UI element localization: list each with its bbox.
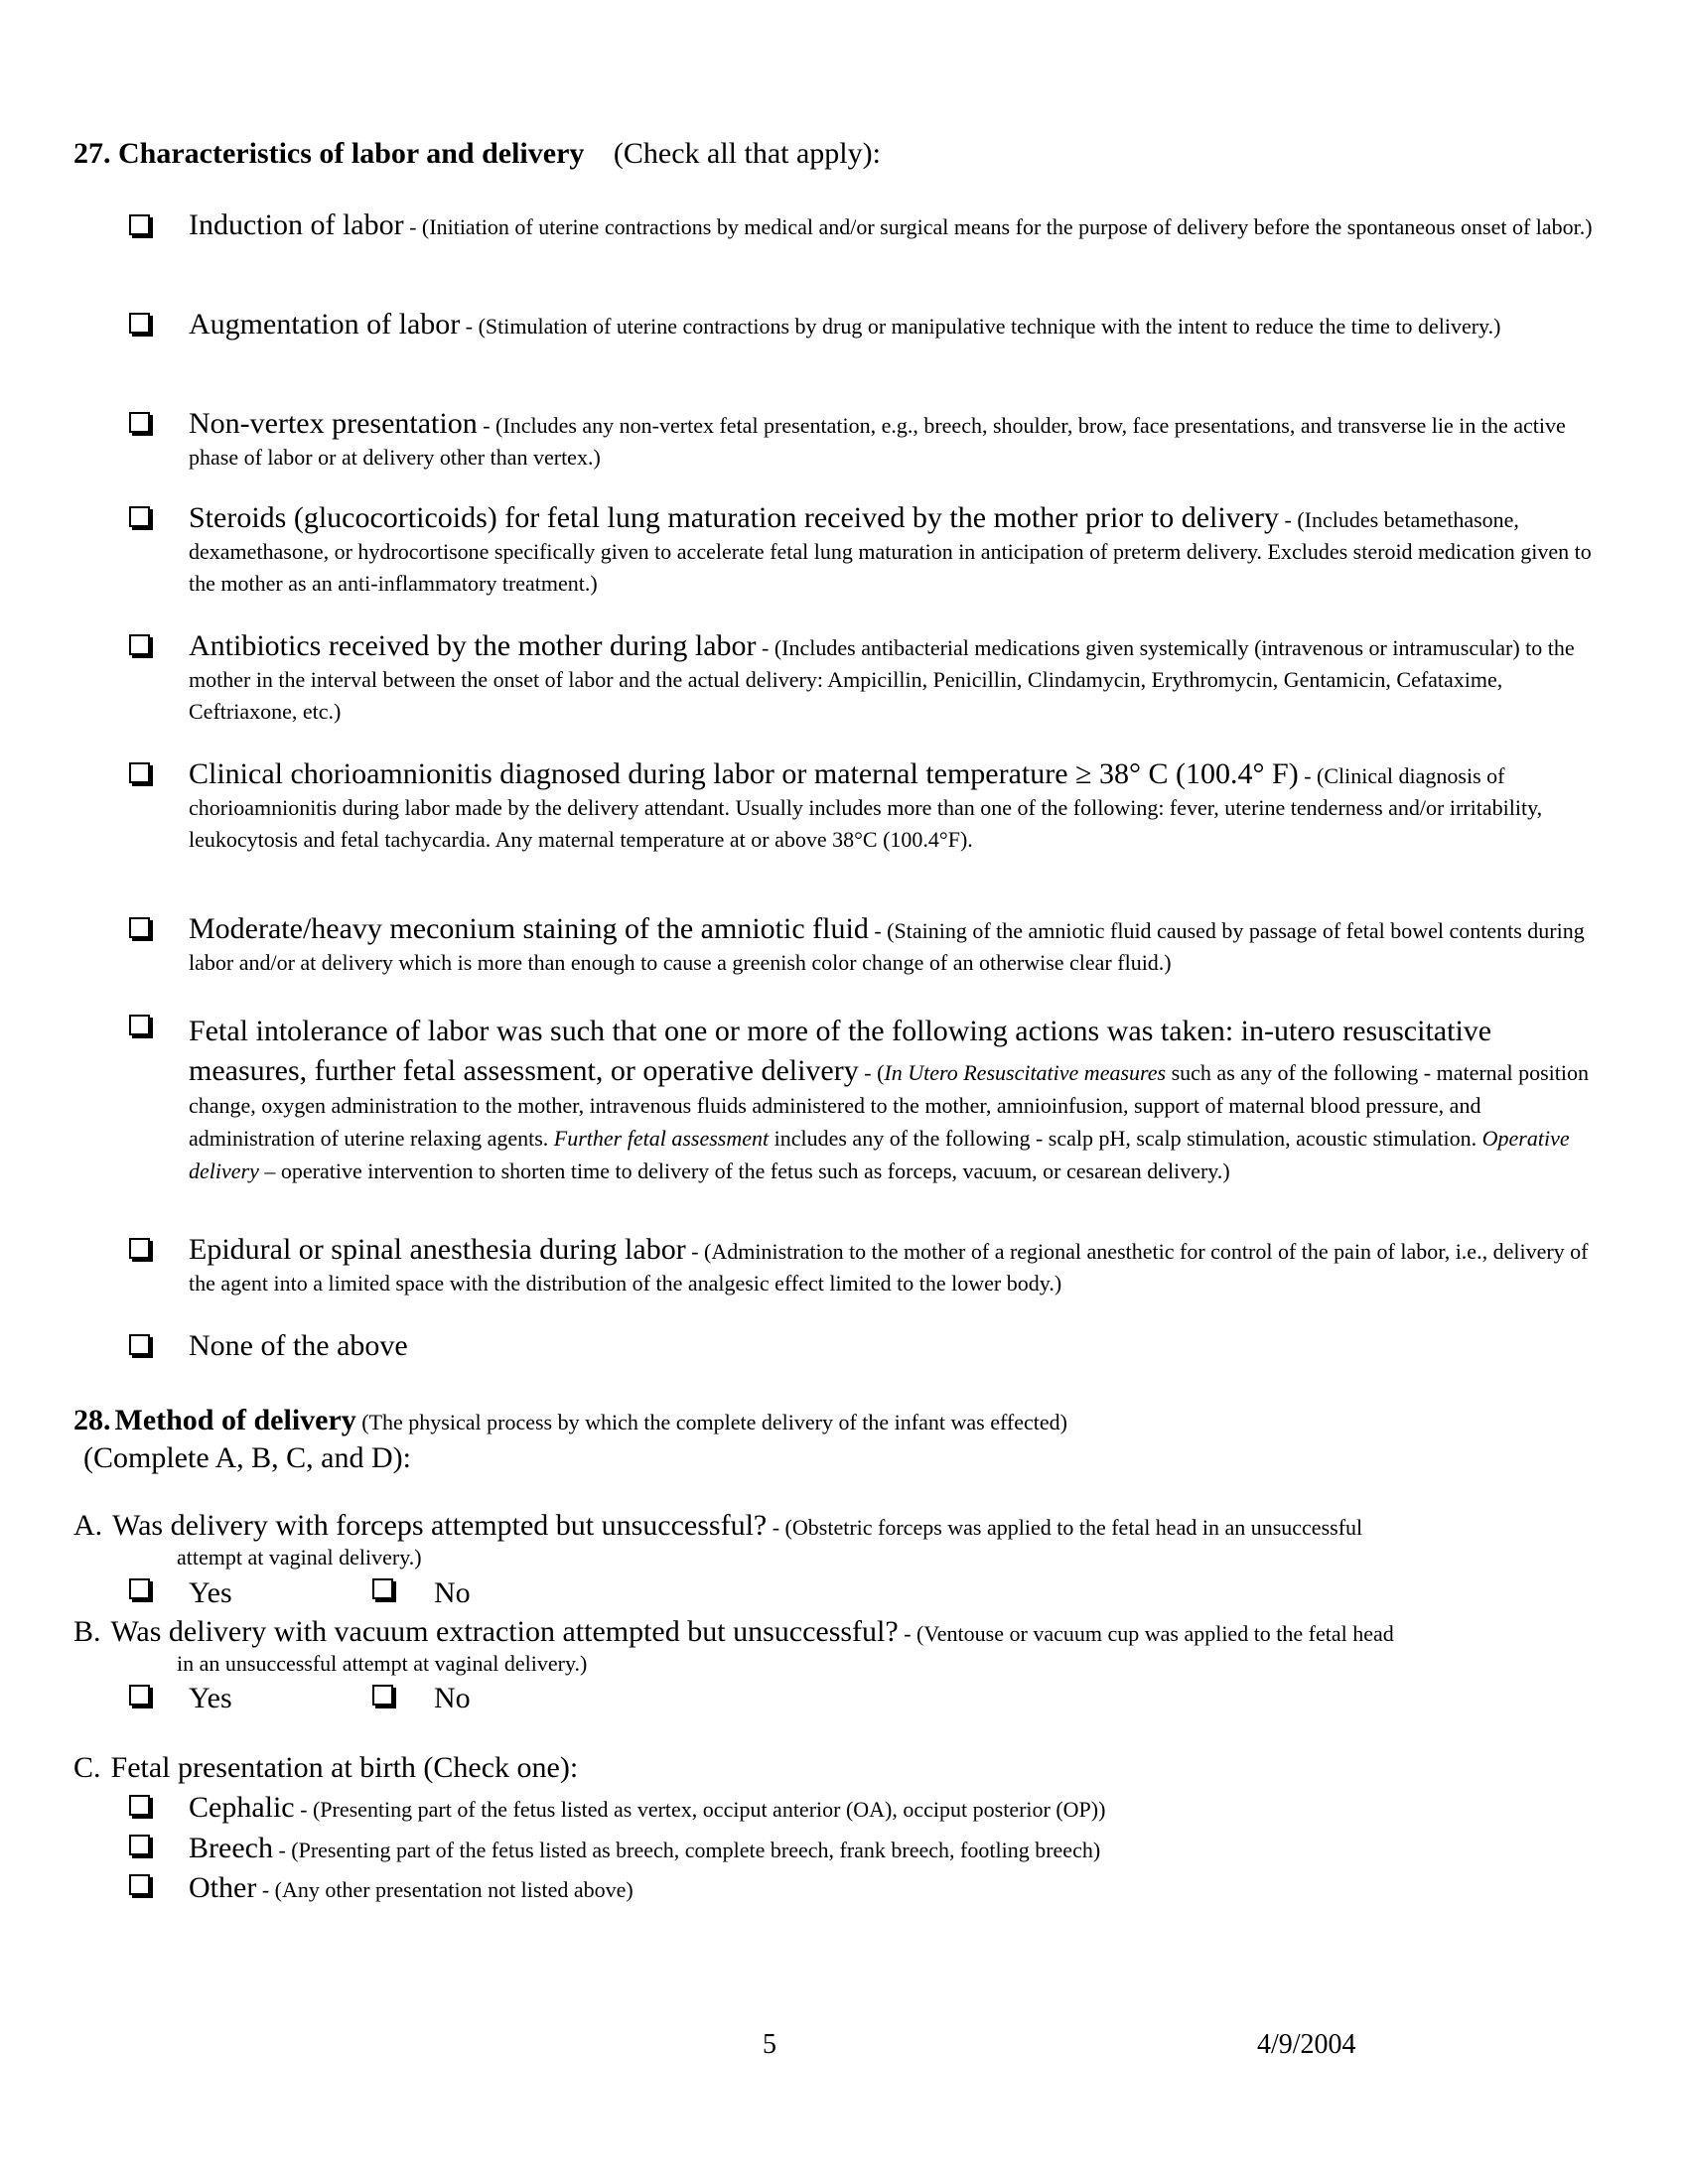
item-none-of-above [189,1331,1599,1365]
question-letter: C. [73,1751,101,1784]
section-28-subtitle: (The physical process by which the complete delivery of the infant was effected) [355,1410,1067,1434]
item-label: Augmentation of labor [189,308,461,341]
item-label: Steroids (glucocorticoids) for fetal lung maturation received by the mother prior to delivery [189,501,1279,534]
item-label: Fetal intolerance of labor was such that one or more of the following actions was taken: in-utero resuscitative measures, further fetal assessment, or operative delivery [189,1015,1492,1087]
section-27-instruction: (Check all that apply): [613,137,881,170]
item-label: Clinical chorioamnionitis diagnosed during labor or maternal temperature ≥ 38° C (100.4° F) [189,757,1299,790]
question-c [73,1751,578,1785]
item-induction [189,210,1599,244]
option-description: - (Presenting part of the fetus listed as breech, complete breech, frank breech, footling breech) [272,1838,1101,1862]
question-description: - (Ventouse or vacuum cup was applied to the fetal head [898,1621,1394,1646]
item-description: - (Includes betamethasone, dexamethasone, or hydrocortisone specifically given to accelerate fetal lung maturation in anticipation of preterm delivery. Excludes steroid medication given to the mother as an anti-inflammatory treatment.) [189,507,1592,596]
checkbox-induction[interactable] [129,214,150,235]
item-label: None of the above [189,1329,408,1362]
checkbox-other[interactable] [129,1874,150,1895]
item-description: - (Initiation of uterine contractions by medical and/or surgical means for the purpose of delivery before the spontaneous onset of labor.) [403,214,1593,239]
section-28-heading [73,1404,1067,1437]
item-description: - (Includes antibacterial medications given systemically (intravenous or intramuscular) to the mother in the interval between the onset of labor and the actual delivery: Ampicillin, Penicillin, Clindamycin, Erythromycin, Gentamicin, Cefataxime, Ceftriaxone, etc.) [189,635,1575,724]
checkbox-antibiotics[interactable] [129,634,150,655]
item-steroids [189,503,1599,601]
item-description-emphasis: In Utero Resuscitative measures [884,1060,1167,1085]
option-label: Breech [189,1832,273,1864]
option-description: - (Presenting part of the fetus listed as vertex, occiput anterior (OA), occiput posterior (OP)) [294,1797,1106,1822]
checkbox-epidural[interactable] [129,1238,150,1259]
checkbox-a-no[interactable] [372,1578,393,1599]
checkbox-cephalic[interactable] [129,1795,150,1816]
checkbox-augmentation[interactable] [129,313,150,334]
checkbox-chorioamnionitis[interactable] [129,762,150,783]
item-description: such as any of the following - maternal position change, oxygen administration to the mother, intravenous fluids administered to the mother, amnioinfusion, support of maternal blood pressure, and administration of uterine relaxing agents. [189,1060,1589,1151]
section-27-title: Characteristics of labor and delivery [118,137,585,170]
section-28-number: 28. [73,1404,111,1436]
item-description: - (Staining of the amniotic fluid caused by passage of fetal bowel contents during labor and/or at delivery which is more than enough to cause a greenish color change of an otherwise clear fluid.) [189,918,1585,975]
question-letter: A. [73,1509,103,1542]
item-description: - ( [858,1060,885,1085]
option-label-no: No [434,1682,471,1714]
option-label-yes: Yes [189,1682,232,1714]
item-description: - (Stimulation of uterine contractions by drug or manipulative technique with the intent to reduce the time to delivery.) [460,314,1501,339]
option-label-yes: Yes [189,1576,232,1609]
item-description-emphasis: Operative delivery [189,1126,1570,1183]
question-label: Fetal presentation at birth (Check one): [110,1751,579,1784]
item-label: Epidural or spinal anesthesia during labor [189,1233,686,1266]
option-label: Cephalic [189,1791,295,1824]
section-28-title: Method of delivery [114,1404,356,1436]
item-fetal-intolerance [189,1012,1599,1189]
item-label: Induction of labor [189,208,404,241]
question-label: Was delivery with forceps attempted but unsuccessful? [112,1509,768,1542]
question-label: Was delivery with vacuum extraction attempted but unsuccessful? [110,1615,899,1648]
option-breech [189,1832,1100,1865]
checkbox-b-no[interactable] [372,1685,393,1706]
checkbox-a-yes[interactable] [129,1578,150,1599]
section-27-heading [73,137,881,171]
item-description: - (Clinical diagnosis of chorioamnionitis during labor made by the delivery attendant. Usually includes more than one of the following: fever, uterine tenderness and/or irritability, leukocytosis and fetal tachycardia. Any maternal temperature at or above 38°C (100.4°F). [189,763,1543,852]
question-description: attempt at vaginal delivery.) [177,1545,422,1570]
section-28-instruction: (Complete A, B, C, and D): [83,1441,411,1474]
item-description: - (Includes any non-vertex fetal presentation, e.g., breech, shoulder, brow, face presentations, and transverse lie in the active phase of labor or at delivery other than vertex.) [189,413,1566,470]
checkbox-b-yes[interactable] [129,1685,150,1706]
checkbox-meconium[interactable] [129,917,150,938]
checkbox-breech[interactable] [129,1835,150,1855]
item-antibiotics [189,631,1599,729]
checkbox-non-vertex[interactable] [129,412,150,433]
question-a [73,1509,1362,1543]
item-epidural [189,1235,1599,1300]
checkbox-fetal-intolerance[interactable] [129,1015,150,1035]
question-description: - (Obstetric forceps was applied to the fetal head in an unsuccessful [767,1515,1363,1540]
option-label: Other [189,1871,257,1904]
item-description: includes any of the following - scalp pH, scalp stimulation, acoustic stimulation. [769,1126,1482,1151]
option-other [189,1871,633,1905]
question-description: in an unsuccessful attempt at vaginal delivery.) [177,1651,588,1676]
item-description-emphasis: Further fetal assessment [553,1126,770,1151]
item-description: - (Administration to the mother of a regional anesthetic for control of the pain of labor, i.e., delivery of the agent into a limited space with the distribution of the analgesic effect limited to the lower body.) [189,1239,1589,1296]
item-label: Antibiotics received by the mother during labor [189,629,757,662]
item-meconium [189,914,1599,980]
option-cephalic [189,1791,1105,1825]
checkbox-steroids[interactable] [129,506,150,527]
item-non-vertex [189,409,1599,475]
item-label: Moderate/heavy meconium staining of the amniotic fluid [189,912,869,945]
item-description: – operative intervention to shorten time to delivery of the fetus such as forceps, vacuum, or cesarean delivery.) [258,1159,1230,1183]
option-label-no: No [434,1576,471,1609]
footer-date: 4/9/2004 [1257,2029,1356,2060]
checkbox-none-of-above[interactable] [129,1334,150,1355]
page-number: 5 [763,2029,776,2060]
option-description: - (Any other presentation not listed above) [256,1877,633,1902]
section-27-number: 27. [73,137,111,170]
question-b [73,1615,1394,1649]
item-chorioamnionitis [189,759,1599,857]
question-letter: B. [73,1615,101,1648]
item-label: Non-vertex presentation [189,407,478,440]
item-augmentation [189,310,1599,343]
